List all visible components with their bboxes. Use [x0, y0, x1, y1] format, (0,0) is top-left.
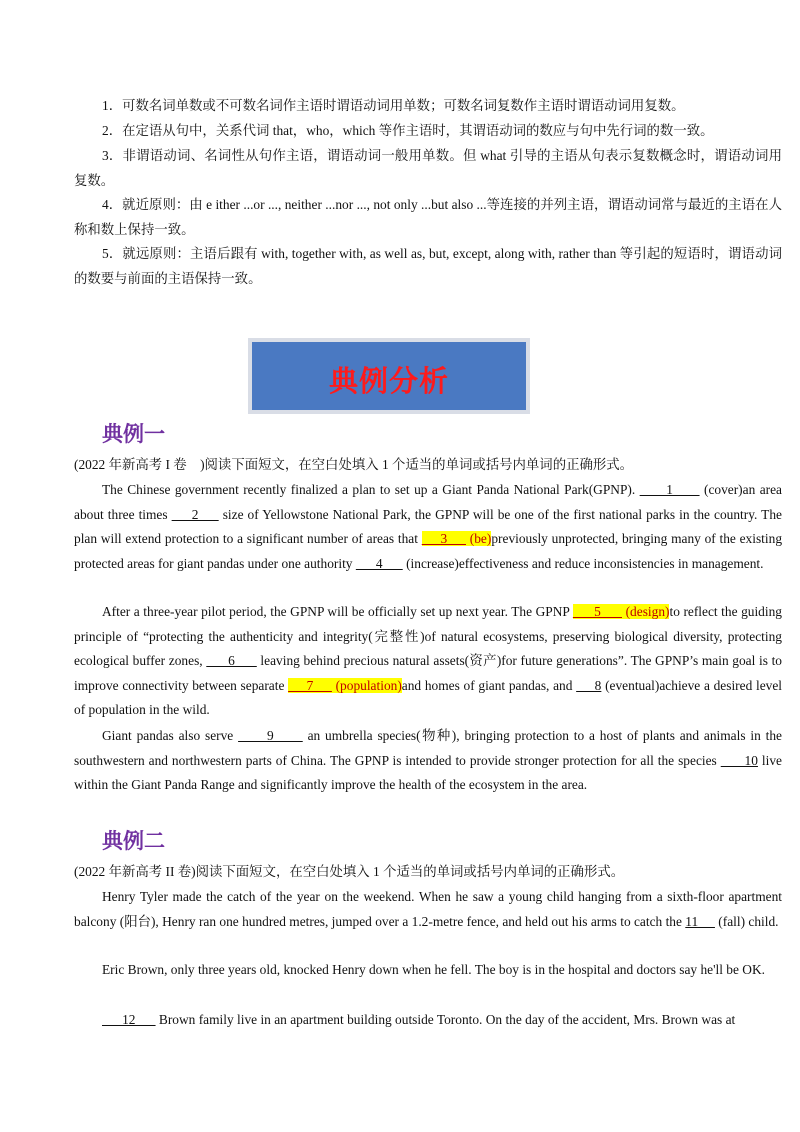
blank-11[interactable]: 11 — [685, 913, 715, 929]
blank-10[interactable]: 10 — [720, 752, 758, 768]
blank-9[interactable]: 9 — [238, 728, 303, 743]
example-2-paragraph-3 — [74, 1008, 782, 1033]
text: (eventual)achieve a desired level of population in the wild. — [74, 677, 782, 718]
blank-1[interactable]: 1 — [639, 482, 700, 497]
text: (fall) child. — [714, 913, 779, 929]
blank-5[interactable]: 5 — [572, 604, 623, 619]
text: (cover)an area about three times — [74, 482, 782, 522]
example-2-paragraph-2 — [74, 958, 782, 983]
hint-3: (be) — [466, 531, 492, 547]
example-2-heading: 典例二 — [102, 829, 165, 853]
text: The Chinese government recently finalized a plan to set up a Giant Panda National Park(GPNP). — [102, 482, 640, 497]
hint-7: (population) — [331, 677, 402, 693]
example-1-paragraph-3 — [74, 724, 782, 798]
text: After a three-year pilot period, the GPNP will be officially set up next year. The GPNP — [102, 604, 573, 619]
blank-12[interactable]: 12 — [102, 1012, 156, 1027]
text: and homes of giant pandas, and — [401, 677, 577, 693]
example-1-paragraph-1 — [74, 478, 782, 576]
rule-1: 1．可数名词单数或不可数名词作主语时谓语动词用单数；可数名词复数作主语时谓语动词用复数。 — [102, 98, 685, 113]
banner-title: 典例分析 — [328, 363, 449, 398]
text: Giant pandas also serve — [102, 728, 239, 743]
rule-3: 3．非谓语动词、名词性从句作主语，谓语动词一般用单数。但 what 引导的主语从句表示复数概念时，谓语动词用复数。 — [74, 148, 782, 188]
text: Brown family live in an apartment building outside Toronto. On the day of the accident, Mrs. Brown was at — [155, 1012, 736, 1027]
text: live within the Giant Panda Range and significantly improve the health of the ecosystem in the area. — [74, 752, 783, 793]
blank-6[interactable]: 6 — [206, 653, 257, 669]
blank-8[interactable]: 8 — [576, 677, 602, 693]
blank-3[interactable]: 3 — [421, 531, 467, 547]
example-1-heading: 典例一 — [102, 422, 165, 446]
example-2-source: (2022 年新高考 II 卷)阅读下面短文，在空白处填入 1 个适当的单词或括号内单词的正确形式。 — [74, 864, 625, 879]
text: size of Yellowstone National Park, the GPNP will be one of the first national parks in the country. The plan will extend protection to a significant number of areas that — [74, 506, 782, 547]
example-2-paragraph-1 — [74, 885, 782, 934]
text: (increase)effectiveness and reduce inconsistencies in management. — [402, 555, 764, 571]
blank-4[interactable]: 4 — [355, 555, 403, 571]
example-1-source: (2022 年新高考 I 卷 )阅读下面短文，在空白处填入 1 个适当的单词或括号内单词的正确形式。 — [74, 457, 634, 472]
blank-2[interactable]: 2 — [171, 506, 219, 522]
text: Eric Brown, only three years old, knocked Henry down when he fell. The boy is in the hospital and doctors say he'll be OK. — [102, 962, 765, 977]
rule-5: 5．就远原则：主语后跟有 with, together with, as well as, but, except, along with, rather than 等引起的短语时，谓语动词的数要与前面的主语保持一致。 — [74, 246, 782, 286]
rule-4: 4．就近原则：由 e ither ...or ..., neither ...nor ..., not only ...but also ...等连接的并列主语，谓语动词常与最近的主语在人称和数上保持一致。 — [74, 197, 782, 237]
blank-7[interactable]: 7 — [288, 677, 332, 693]
section-banner — [248, 338, 530, 414]
rule-2: 2．在定语从句中，关系代词 that，who，which 等作主语时，其谓语动词的数应与句中先行词的数一致。 — [102, 123, 714, 138]
text: leaving behind precious natural assets(资产)for future generations”. The GPNP’s main goal is to improve connectivity between separate — [74, 653, 782, 693]
text: to reflect the guiding principle of “protecting the authenticity and integrity(完整性)of natural ecosystems, preserving biological diversity, protecting ecological buffer zones, — [74, 604, 782, 669]
text: Henry Tyler made the catch of the year on the weekend. When he saw a young child hanging from a sixth-floor apartment balcony (阳台), Henry ran one hundred metres, jumped over a 1.2-metre fence, and held out his arms to catch the — [74, 889, 782, 929]
example-1-paragraph-2 — [74, 600, 782, 723]
hint-5: (design) — [622, 604, 670, 619]
banner-box — [252, 342, 526, 410]
text: previously unprotected, bringing many of the existing protected areas for giant pandas under one authority — [74, 531, 783, 571]
text: an umbrella species(物种), bringing protection to a host of plants and animals in the southwestern and northwestern parts of China. The GPNP is intended to provide stronger protection for all the species — [74, 728, 782, 768]
